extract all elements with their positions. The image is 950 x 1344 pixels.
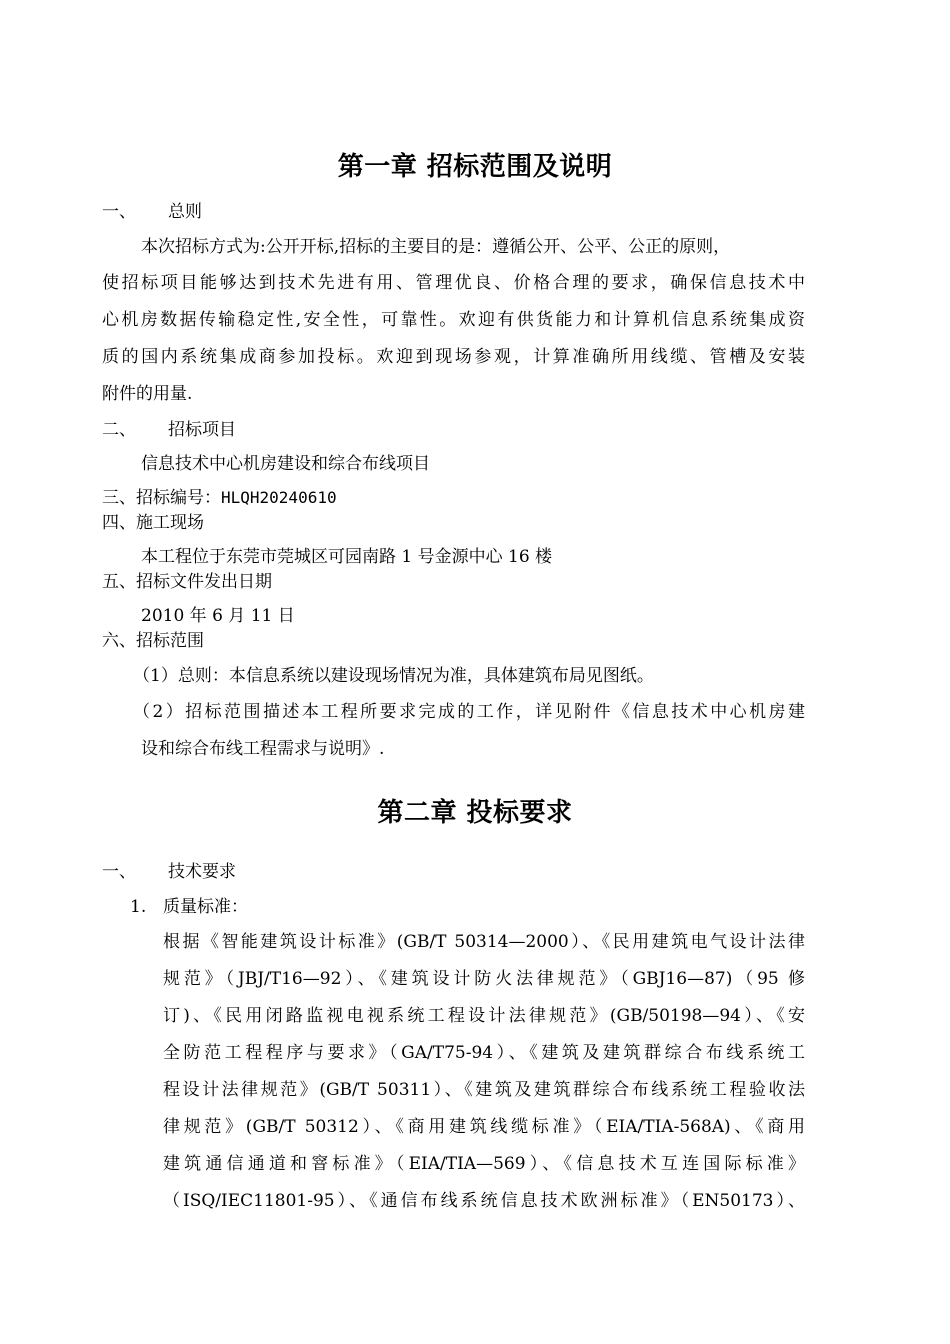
- section-1-paragraph-line: 使招标项目能够达到技术先进有用、管理优良、价格合理的要求，确保信息技术中: [102, 273, 805, 293]
- section-4-title: 施工现场: [136, 513, 204, 533]
- section-6-item-2-line: 设和综合布线工程需求与说明》.: [141, 739, 385, 759]
- section-1-title: 总则: [168, 202, 202, 222]
- section-3-heading: [102, 487, 337, 509]
- section-6-item-1: （1）总则：本信息系统以建设现场情况为准，具体建筑布局见图纸。: [133, 666, 654, 686]
- section-3-label: 招标编号：: [136, 488, 221, 508]
- section-4-heading: [102, 512, 204, 534]
- section-1-paragraph-line: 附件的用量.: [102, 384, 193, 404]
- section-1-paragraph-line: 心机房数据传输稳定性,安全性，可靠性。欢迎有供货能力和计算机信息系统集成资: [102, 310, 805, 330]
- standards-paragraph-line: 规范》（JBJ/T16—92）、《建筑设计防火法律规范》（GBJ16—87)（95 修: [163, 969, 805, 989]
- standards-paragraph-line: 订)、《民用闭路监视电视系统工程设计法律规范》(GB/50198—94）、《安: [163, 1006, 805, 1026]
- standards-paragraph-line: 律规范》(GB/T 50312）、《商用建筑线缆标准》（EIA/TIA-568A)、《商用: [163, 1117, 805, 1137]
- section-1-paragraph-line: 质的国内系统集成商参加投标。欢迎到现场参观，计算准确所用线缆、管槽及安装: [102, 347, 805, 367]
- section-4-text: 本工程位于东莞市莞城区可园南路 1 号金源中心 16 楼: [141, 547, 553, 567]
- section-4-number: 四、: [102, 513, 136, 533]
- section-5-heading: [102, 571, 272, 593]
- section-1-number: 一、: [102, 202, 136, 222]
- section-2-title: 招标项目: [168, 420, 236, 440]
- section-6-item-2-line: （2）招标范围描述本工程所要求完成的工作，详见附件《信息技术中心机房建: [133, 702, 805, 722]
- standards-paragraph-line: 程设计法律规范》(GB/T 50311）、《建筑及建筑群综合布线系统工程验收法: [163, 1080, 805, 1100]
- section-5-text: 2010 年 6 月 11 日: [141, 606, 295, 626]
- standards-paragraph-line: 建筑通信通道和窨标准》（EIA/TIA—569）、《信息技术互连国际标准》: [163, 1154, 805, 1174]
- list-item-number: 1.: [130, 897, 147, 917]
- bid-number: HLQH20240610: [221, 488, 337, 507]
- ch2-section-1-heading: [102, 861, 236, 883]
- list-item-title: 质量标准：: [163, 897, 248, 917]
- chapter-1-title: 第一章 招标范围及说明: [337, 152, 613, 182]
- section-1-heading: [102, 201, 202, 223]
- section-2-heading: [102, 419, 236, 441]
- section-2-text: 信息技术中心机房建设和综合布线项目: [141, 454, 430, 474]
- standards-paragraph-line: 全防范工程程序与要求》（GA/T75-94）、《建筑及建筑群综合布线系统工: [163, 1043, 805, 1063]
- section-5-title: 招标文件发出日期: [136, 572, 272, 592]
- standards-paragraph-line: 根据《智能建筑设计标准》(GB/T 50314—2000）、《民用建筑电气设计法律: [163, 932, 805, 952]
- section-1-paragraph-line: 本次招标方式为:公开开标,招标的主要目的是：遵循公开、公平、公正的原则，: [141, 237, 731, 257]
- ch2-section-1-title: 技术要求: [168, 862, 236, 882]
- section-6-number: 六、: [102, 631, 136, 651]
- section-3-number: 三、: [102, 488, 136, 508]
- standards-paragraph-line: （ISQ/IEC11801-95）、《通信布线系统信息技术欧洲标准》（EN50173）、: [163, 1191, 805, 1211]
- section-6-title: 招标范围: [136, 631, 204, 651]
- section-5-number: 五、: [102, 572, 136, 592]
- section-2-number: 二、: [102, 420, 136, 440]
- section-6-heading: [102, 630, 204, 652]
- ch2-section-1-number: 一、: [102, 862, 136, 882]
- chapter-2-title: 第二章 投标要求: [377, 798, 573, 828]
